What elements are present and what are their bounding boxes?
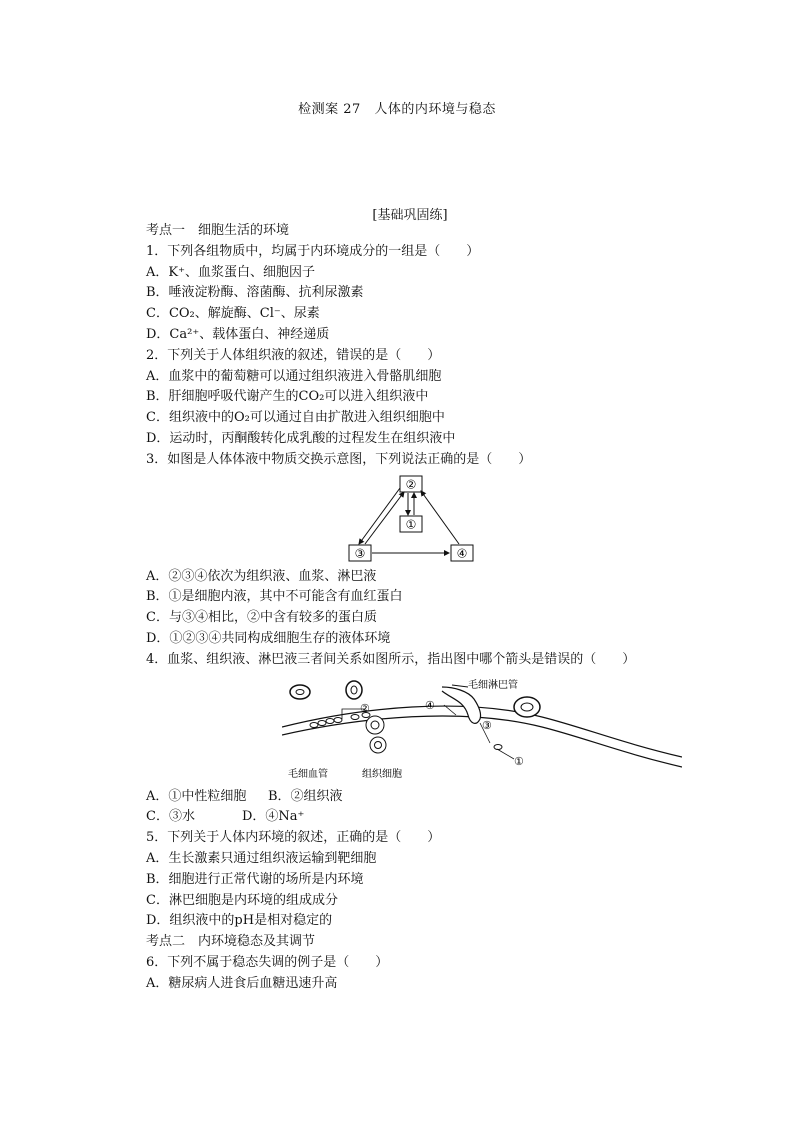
tissue-cell-nucleus — [371, 721, 379, 729]
topic-heading: 考点一 细胞生活的环境 — [146, 223, 290, 238]
node-1-label: ① — [405, 517, 417, 532]
blood-cell — [326, 718, 334, 723]
question-5-option-b: B．细胞进行正常代谢的场所是内环境 — [146, 871, 364, 887]
question-4-options-cd — [146, 807, 706, 828]
marker-2: ② — [360, 701, 370, 715]
question-6-stem: 6．下列不属于稳态失调的例子是（ ） — [146, 954, 389, 970]
question-2-option-a: A．血浆中的葡萄糖可以通过组织液进入骨骼肌细胞 — [146, 368, 442, 384]
blood-cell — [351, 714, 359, 719]
tissue-cell-nucleus — [375, 741, 382, 748]
red-blood-cell-center — [296, 689, 304, 694]
red-blood-cell-center — [521, 703, 533, 711]
question-2-stem: 2．下列关于人体组织液的叙述，错误的是（ ） — [146, 347, 441, 363]
question-6-option-a: A．糖尿病人进食后血糖迅速升高 — [146, 975, 338, 991]
question-1-option-a: A．K⁺、血浆蛋白、细胞因子 — [146, 264, 315, 280]
question-5-option-a: A．生长激素只通过组织液运输到靶细胞 — [146, 850, 377, 866]
question-4-options-ab — [146, 787, 706, 808]
question-1-stem: 1．下列各组物质中，均属于内环境成分的一组是（ ） — [146, 243, 480, 259]
topic-heading: 考点二 内环境稳态及其调节 — [146, 934, 316, 950]
question-list — [146, 221, 706, 995]
question-3-option-c: C．与③④相比，②中含有较多的蛋白质 — [146, 610, 377, 626]
blood-cell — [334, 717, 342, 722]
question-3-option-d: D．①②③④共同构成细胞生存的液体环境 — [146, 630, 391, 646]
question-3-option-a: A．②③④依次为组织液、血浆、淋巴液 — [146, 568, 377, 584]
question-1-option-d: D．Ca²⁺、载体蛋白、神经递质 — [146, 326, 330, 342]
question-4-option-d: D．④Na⁺ — [242, 809, 305, 825]
red-blood-cell-center — [351, 686, 357, 694]
question-2-option-b: B．肝细胞呼吸代谢产生的CO₂可以进入组织液中 — [146, 389, 429, 405]
node-4-label: ④ — [456, 546, 468, 561]
arrow-3-to-2 — [365, 492, 404, 544]
lymph-capillary-label: 毛细淋巴管 — [468, 679, 518, 691]
question-2-option-d: D．运动时，丙酮酸转化成乳酸的过程发生在组织液中 — [146, 430, 456, 446]
lymph-capillary — [442, 687, 481, 723]
capillary-lymph-diagram — [282, 677, 682, 781]
question-4-stem: 4．血浆、组织液、淋巴液三者间关系如图所示，指出图中哪个箭头是错误的（ ） — [146, 651, 636, 667]
tissue-cell-label: 组织细胞 — [362, 768, 402, 780]
blood-cell — [310, 722, 318, 727]
arrow-4-to-2 — [421, 491, 459, 544]
question-1-option-c: C．CO₂、解旋酶、Cl⁻、尿素 — [146, 306, 320, 322]
arrow-2-to-3 — [359, 488, 400, 544]
lymph-capillary-pointer — [452, 685, 468, 687]
marker-4: ④ — [425, 698, 435, 712]
blood-cell — [494, 744, 502, 749]
question-5-option-c: C．淋巴细胞是内环境的组成成分 — [146, 892, 338, 908]
question-3-stem: 3．如图是人体体液中物质交换示意图，下列说法正确的是（ ） — [146, 451, 532, 467]
node-2-label: ② — [405, 477, 417, 492]
question-1-option-b: B．唾液淀粉酶、溶菌酶、抗利尿激素 — [146, 285, 364, 301]
question-5-option-d: D．组织液中的pH是相对稳定的 — [146, 913, 333, 929]
question-4-option-c: C．③水 — [146, 809, 195, 825]
fluid-exchange-diagram — [346, 473, 476, 565]
blood-cell — [318, 720, 326, 725]
marker-3: ③ — [482, 718, 492, 732]
marker-1: ① — [514, 754, 524, 768]
node-3-label: ③ — [354, 546, 366, 561]
question-2-option-c: C．组织液中的O₂可以通过自由扩散进入组织细胞中 — [146, 410, 445, 426]
page-title: 检测案 27 人体的内环境与稳态 — [298, 102, 496, 117]
question-3-option-b: B．①是细胞内液，其中不可能含有血红蛋白 — [146, 589, 403, 605]
question-4-option-b: B．②组织液 — [268, 788, 343, 804]
question-4-option-a: A．①中性粒细胞 — [146, 788, 247, 804]
capillary-label: 毛细血管 — [288, 768, 328, 780]
callout-1-line — [497, 749, 514, 759]
section-label: [基础巩固练] — [372, 208, 448, 223]
question-5-stem: 5．下列关于人体内环境的叙述，正确的是（ ） — [146, 830, 441, 846]
